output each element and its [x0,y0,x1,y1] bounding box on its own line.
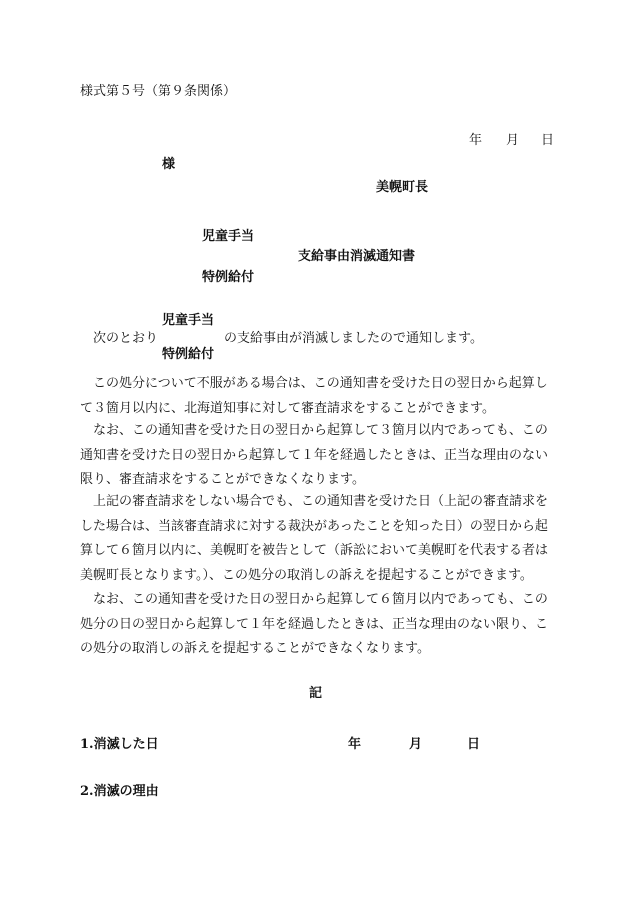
date-year: 年 [469,133,483,148]
paragraph-lawsuit: 上記の審査請求をしない場合でも、この通知書を受けた日（上記の審査請求をした場合は、当該審査請求に対する裁決があったことを知った日）の翌日から起算して６箇月以内に、美幌町を被告として（訴訟において美幌町を代表する者は美幌町長となります。）、この処分の取消しの訴えを提起することができます。 [80,494,549,583]
paragraph-lawsuit-limit: なお、この通知書を受けた日の翌日から起算して６箇月以内であっても、この処分の日の翌日から起算して１年を経過したときは、正当な理由のない限り、この処分の取消しの訴えを提起することができなくなります。 [80,592,549,656]
paragraph-appeal-limit: なお、この通知書を受けた日の翌日から起算して３箇月以内であっても、この通知書を受けた日の翌日から起算して１年を経過したときは、正当な理由のない限り、審査請求をすることができなくなります。 [80,423,549,487]
item1-label: 1.消滅した日 [80,737,159,752]
form-label: 様式第５号（第９条関係） [80,84,237,99]
item1-month: 月 [409,737,423,752]
intro-option-2: 特例給付 [162,347,215,362]
item1-year: 年 [348,737,362,752]
item2-label: 2.消滅の理由 [80,784,159,799]
date-day: 日 [541,133,555,148]
issuer: 美幌町長 [376,180,429,195]
intro-option-1: 児童手当 [162,313,215,328]
title-option-1: 児童手当 [202,229,255,244]
item1-day: 日 [467,737,481,752]
title-option-2: 特例給付 [202,270,255,285]
intro-suffix: の支給事由が消滅しましたので通知します。 [224,331,483,346]
date-month: 月 [506,133,520,148]
document-title: 支給事由消滅通知書 [298,249,416,264]
intro-prefix: 次のとおり [93,331,159,346]
addressee-suffix: 様 [162,157,176,172]
ki-heading: 記 [309,686,323,701]
paragraph-appeal: この処分について不服がある場合は、この通知書を受けた日の翌日から起算して３箇月以内に、北海道知事に対して審査請求をすることができます。 [80,376,548,416]
